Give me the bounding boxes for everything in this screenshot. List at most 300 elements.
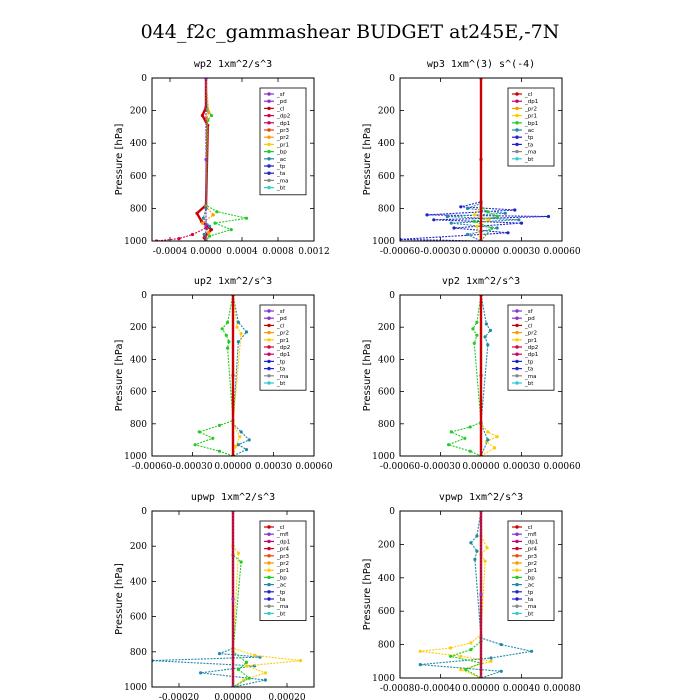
series-point [237, 321, 240, 324]
series-point [231, 374, 234, 377]
legend-marker [515, 540, 518, 543]
series-point [475, 334, 478, 337]
series-point [490, 656, 493, 659]
series-point [484, 335, 487, 338]
x-tick-label: -0.00060 [379, 247, 421, 257]
legend [508, 521, 554, 621]
legend-marker [515, 367, 518, 370]
legend-label: _tp [525, 589, 534, 596]
legend-marker [515, 324, 518, 327]
legend-marker [267, 92, 270, 95]
series-point [479, 158, 482, 161]
y-axis-label: Pressure [hPa] [114, 123, 125, 196]
y-tick-label: 0 [141, 74, 147, 84]
series-point [240, 430, 243, 433]
series-point [253, 654, 256, 657]
y-tick-label: 600 [129, 612, 147, 623]
x-tick-label: 0.00000 [462, 684, 500, 694]
series-point [469, 541, 472, 544]
series-point [191, 233, 194, 236]
legend-label: _ma [277, 178, 289, 185]
legend-marker [267, 317, 270, 320]
series-point [475, 225, 478, 228]
legend-label: _dp2 [277, 113, 291, 120]
y-tick-label: 1000 [124, 683, 147, 693]
legend-label: _tp [277, 589, 286, 596]
legend-marker [515, 576, 518, 579]
y-tick-label: 800 [129, 204, 147, 215]
legend-label: _ta [525, 142, 534, 149]
x-tick-label: -0.00030 [172, 462, 213, 472]
legend-label: _pr2 [277, 330, 290, 337]
series-point [203, 233, 206, 236]
legend-label: _mfl [277, 532, 289, 539]
series-point [245, 330, 248, 333]
y-tick-label: 1000 [372, 452, 395, 462]
legend-marker [267, 554, 270, 557]
x-tick-label: -0.00040 [420, 684, 461, 694]
legend-label: _sf [277, 309, 285, 315]
legend-marker [267, 100, 270, 103]
series-point [218, 450, 221, 453]
legend-marker [515, 309, 518, 312]
legend-marker [267, 150, 270, 153]
x-tick-label: 0.00030 [254, 462, 293, 472]
x-tick-label: -0.00060 [131, 462, 173, 472]
legend-marker [267, 157, 270, 160]
legend-marker [515, 374, 518, 377]
x-tick-label: 0.0008 [262, 247, 294, 257]
legend-label: _pr1 [525, 568, 538, 575]
series-point [485, 322, 488, 325]
y-tick-label: 0 [141, 291, 147, 301]
legend-marker [267, 324, 270, 327]
series-point [479, 374, 482, 377]
y-tick-label: 600 [377, 387, 395, 398]
legend-label: _ma [277, 373, 289, 380]
series-point [201, 222, 204, 225]
panel-title: vpwp 1xm^2/s^3 [438, 492, 524, 503]
series-point [299, 659, 302, 662]
legend-marker [267, 309, 270, 312]
legend-marker [515, 360, 518, 363]
series-point [479, 593, 482, 596]
series-point [245, 664, 248, 667]
series-point [547, 215, 550, 218]
series-point [464, 668, 467, 671]
legend-label: _ma [277, 604, 289, 611]
legend-marker [267, 179, 270, 182]
legend-marker [515, 353, 518, 356]
series-point [484, 560, 487, 563]
series-point [195, 212, 198, 215]
legend-marker [267, 590, 270, 593]
series-point [486, 430, 489, 433]
x-tick-label: 0.00060 [295, 462, 333, 472]
x-tick-label: 0.00000 [214, 693, 252, 700]
series-point [207, 231, 210, 234]
legend-marker [515, 554, 518, 557]
legend-marker [267, 525, 270, 528]
panel-title: vp2 1xm^2/s^3 [441, 276, 521, 287]
legend-marker [267, 576, 270, 579]
series-point [513, 208, 516, 211]
x-tick-label: 0.00060 [543, 247, 581, 257]
legend-label: _ma [525, 149, 537, 156]
y-axis-label: Pressure [hPa] [362, 339, 373, 412]
panels-group [114, 59, 581, 700]
panel-wp2 [114, 59, 330, 257]
series-point [215, 210, 218, 213]
legend-label: _dp1 [277, 352, 291, 359]
legend-label: _dp1 [525, 99, 539, 106]
legend-marker [515, 121, 518, 124]
series-point [240, 332, 243, 335]
legend-marker [267, 345, 270, 348]
y-tick-label: 0 [141, 507, 147, 517]
x-tick-label: 0.00080 [543, 684, 581, 694]
series-point [450, 222, 453, 225]
series-point [452, 226, 455, 229]
x-tick-label: -0.00020 [158, 693, 200, 700]
series-point [500, 670, 503, 673]
x-tick-label: 0.00000 [462, 462, 500, 472]
series-point [486, 438, 489, 441]
y-tick-label: 800 [129, 419, 147, 430]
series-point [473, 342, 476, 345]
legend-label: _bt [277, 185, 286, 192]
legend-marker [515, 381, 518, 384]
series-point [469, 425, 472, 428]
y-tick-label: 200 [129, 542, 147, 553]
legend-marker [515, 143, 518, 146]
legend-label: _pd [277, 99, 287, 106]
series-point [471, 327, 474, 330]
legend-marker [515, 114, 518, 117]
y-axis-label: Pressure [hPa] [114, 563, 125, 635]
legend-label: _ma [525, 373, 537, 380]
series-point [237, 668, 240, 671]
series-point [493, 446, 496, 449]
series-point [530, 650, 533, 653]
series-pr1 [474, 78, 497, 241]
y-tick-label: 200 [129, 323, 147, 334]
y-tick-label: 1000 [372, 237, 395, 247]
series-group [155, 76, 248, 242]
y-tick-label: 400 [129, 577, 147, 588]
legend-label: _mfl [525, 532, 537, 539]
series-point [210, 228, 213, 231]
series-point [213, 222, 216, 225]
series-point [419, 663, 422, 666]
legend-label: _pr1 [277, 568, 290, 575]
legend-label: _ac [525, 582, 535, 589]
series-point [449, 646, 452, 649]
series-point [231, 597, 234, 600]
legend-marker [267, 360, 270, 363]
y-tick-label: 200 [377, 106, 395, 117]
legend-marker [267, 143, 270, 146]
legend-marker [267, 114, 270, 117]
legend-label: _dp2 [525, 345, 539, 351]
x-tick-label: 0.00040 [502, 684, 541, 694]
y-tick-label: 600 [377, 607, 395, 618]
series-point [204, 158, 207, 161]
legend-marker [267, 374, 270, 377]
figure-title: 044_f2c_gammashear BUDGET at245E,-7N [140, 21, 560, 43]
series-point [225, 334, 228, 337]
legend-label: _pr4 [525, 546, 538, 553]
y-tick-label: 200 [377, 540, 395, 551]
series-point [466, 233, 469, 236]
series-point [211, 437, 214, 440]
x-tick-label: -0.00080 [379, 684, 421, 694]
series-point [506, 231, 509, 234]
series-point [500, 643, 503, 646]
legend-marker [267, 186, 270, 189]
y-tick-label: 1000 [124, 452, 147, 462]
series-point [520, 222, 523, 225]
y-axis-label: Pressure [hPa] [362, 123, 373, 196]
series-point [207, 111, 210, 114]
legend-label: _tp [525, 135, 534, 142]
legend-marker [515, 136, 518, 139]
legend-marker [267, 121, 270, 124]
x-tick-label: -0.00030 [420, 247, 461, 257]
legend-label: _bt [525, 156, 534, 163]
x-tick-label: 0.00020 [268, 693, 306, 700]
series-point [264, 678, 267, 681]
series-point [496, 215, 499, 218]
series-point [473, 213, 476, 216]
panel-title: upwp 1xm^2/s^3 [190, 492, 276, 503]
panel-wp3 [362, 59, 581, 257]
legend-label: _bt [525, 381, 534, 387]
legend-marker [267, 569, 270, 572]
legend-label: _tp [277, 359, 286, 366]
series-point [447, 443, 450, 446]
x-tick-label: 0.00000 [462, 247, 500, 257]
series-point [212, 213, 215, 216]
series-point [459, 205, 462, 208]
series-point [245, 661, 248, 664]
legend-label: _pr2 [525, 106, 538, 113]
legend-label: _dp2 [277, 345, 291, 351]
series-ac [152, 511, 265, 687]
legend-marker [515, 583, 518, 586]
y-tick-label: 600 [129, 171, 147, 182]
series-point [473, 220, 476, 223]
series-point [237, 552, 240, 555]
legend-label: _bp1 [525, 120, 539, 127]
series-point [419, 650, 422, 653]
legend-label: _dp1 [525, 539, 539, 546]
legend-label: _pr2 [525, 330, 538, 337]
y-axis-label: Pressure [hPa] [114, 339, 125, 412]
legend-label: _pr1 [277, 142, 290, 149]
y-tick-label: 400 [377, 355, 395, 366]
y-tick-label: 800 [129, 647, 147, 658]
series-pr1 [449, 295, 481, 456]
series-point [238, 435, 241, 438]
legend-marker [515, 92, 518, 95]
x-tick-label: -0.00060 [379, 462, 421, 472]
series-point [248, 677, 251, 680]
legend-label: _pr3 [277, 128, 290, 134]
series-point [488, 218, 491, 221]
legend-label: _tp [277, 164, 286, 170]
panel-title: up2 1xm^2/s^3 [193, 276, 273, 287]
series-point [226, 347, 229, 350]
legend-label: _pr4 [277, 546, 290, 553]
legend-marker [515, 590, 518, 593]
series-point [199, 671, 202, 674]
series-point [486, 343, 489, 346]
series-point [425, 213, 428, 216]
series-point [486, 210, 489, 213]
panel-title: wp3 1xm^(3) s^(-4) [426, 59, 536, 70]
legend-label: _pd [525, 316, 535, 323]
legend-label: _ta [525, 597, 534, 603]
legend-marker [515, 338, 518, 341]
legend-label: _pr2 [277, 135, 290, 142]
series-point [490, 660, 493, 663]
legend-marker [267, 533, 270, 536]
series-point [449, 655, 452, 658]
legend-label: _bp [525, 575, 535, 582]
series-point [227, 340, 230, 343]
legend-label: _bt [277, 611, 286, 618]
y-tick-label: 1000 [124, 237, 147, 247]
legend-marker [515, 100, 518, 103]
series-point [248, 438, 251, 441]
legend-label: _cl [277, 106, 285, 113]
series-point [466, 207, 469, 210]
series-point [221, 327, 224, 330]
series-point [504, 212, 507, 215]
series-point [237, 443, 240, 446]
legend [260, 521, 306, 621]
series-point [234, 445, 237, 448]
legend-label: _pd [277, 316, 287, 323]
series-point [473, 558, 476, 561]
legend-label: _cl [277, 323, 285, 330]
legend-marker [267, 597, 270, 600]
series-point [210, 114, 213, 117]
y-tick-label: 400 [129, 139, 147, 150]
series-point [264, 671, 267, 674]
legend [508, 305, 554, 390]
series-point [489, 329, 492, 332]
legend-marker [515, 561, 518, 564]
legend-marker [267, 338, 270, 341]
series-point [486, 546, 489, 549]
x-tick-label: -0.00030 [420, 462, 461, 472]
y-tick-label: 200 [129, 106, 147, 117]
series-point [204, 223, 207, 226]
legend-label: _ta [277, 597, 286, 603]
legend-label: _bt [277, 381, 286, 387]
legend-marker [267, 540, 270, 543]
x-tick-label: 0.0004 [226, 247, 258, 257]
series-point [459, 655, 462, 658]
series-point [496, 226, 499, 229]
series-group [194, 293, 251, 457]
legend-marker [515, 612, 518, 615]
legend-marker [267, 136, 270, 139]
series-point [475, 550, 478, 553]
legend-label: _cl [277, 525, 285, 531]
legend-marker [267, 367, 270, 370]
series-point [236, 326, 239, 329]
series-point [240, 560, 243, 563]
legend-label: _cl [525, 525, 533, 531]
legend-label: _sf [277, 92, 285, 98]
y-tick-label: 800 [377, 640, 395, 651]
legend-label: _ta [525, 366, 534, 373]
y-tick-label: 0 [389, 74, 395, 84]
legend-marker [515, 569, 518, 572]
legend-marker [515, 547, 518, 550]
legend-marker [515, 128, 518, 131]
legend-marker [267, 612, 270, 615]
series-point [469, 450, 472, 453]
x-tick-label: 0.0012 [298, 247, 330, 257]
series-point [218, 652, 221, 655]
series-point [432, 218, 435, 221]
legend-label: _pr2 [525, 561, 538, 567]
panel-up2 [114, 276, 333, 472]
y-tick-label: 0 [389, 291, 395, 301]
series-point [475, 321, 478, 324]
legend-label: _ta [277, 366, 286, 373]
legend-marker [515, 525, 518, 528]
series-point [177, 237, 180, 240]
y-tick-label: 600 [377, 171, 395, 182]
legend-label: _tp [525, 359, 534, 366]
x-tick-label: 0.00060 [543, 462, 581, 472]
legend-label: _pr3 [277, 553, 290, 560]
series-point [469, 648, 472, 651]
legend-label: _bp [277, 575, 287, 582]
series-point [496, 435, 499, 438]
legend-label: _ac [525, 128, 535, 134]
legend-marker [267, 164, 270, 167]
series-point [194, 443, 197, 446]
legend-label: _bp [277, 149, 287, 156]
legend-marker [515, 597, 518, 600]
x-tick-label: 0.00030 [502, 247, 541, 257]
panel-vpwp [362, 492, 581, 694]
legend-label: _pr1 [525, 113, 538, 120]
legend-marker [515, 605, 518, 608]
y-tick-label: 800 [377, 419, 395, 430]
legend-marker [267, 107, 270, 110]
legend-marker [267, 605, 270, 608]
series-point [226, 321, 229, 324]
series-pr1 [206, 78, 247, 241]
legend-label: _sf [525, 309, 533, 315]
legend-label: _dp1 [277, 120, 291, 127]
legend-label: _cl [525, 92, 533, 98]
series-point [490, 226, 493, 229]
series-point [245, 217, 248, 220]
series-point [517, 218, 520, 221]
series-group [447, 293, 499, 457]
series-point [237, 340, 240, 343]
series-point [446, 215, 449, 218]
y-tick-label: 0 [389, 507, 395, 517]
